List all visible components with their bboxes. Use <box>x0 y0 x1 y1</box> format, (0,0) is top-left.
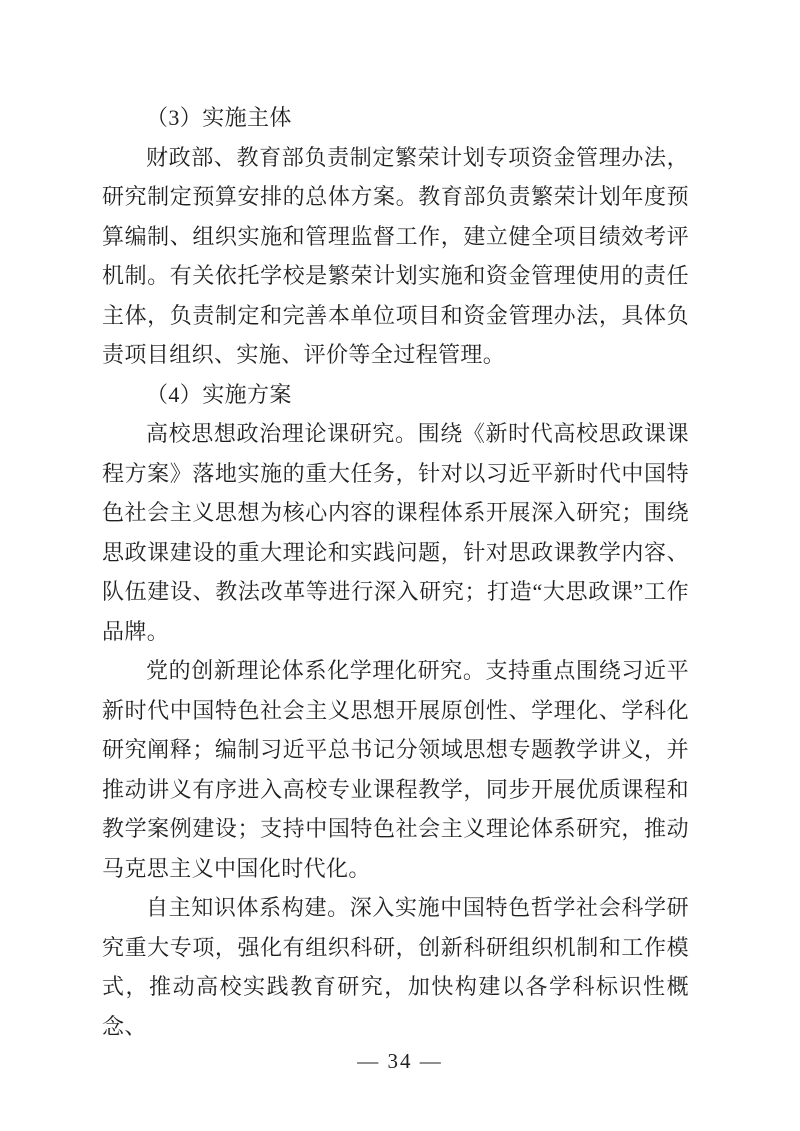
paragraph-ideological-theory-course: 高校思想政治理论课研究。围绕《新时代高校思政课课程方案》落地实施的重大任务，针对以习近平新时代中国特色社会主义思想为核心内容的课程体系开展深入研究；围绕思政课建设的重大理论和实践问题，针对思政课教学内容、队伍建设、教法改革等进行深入研究；打造“大思政课”工作品牌。 <box>102 421 689 644</box>
paragraph-implementation-body: 财政部、教育部负责制定繁荣计划专项资金管理办法，研究制定预算安排的总体方案。教育部负责繁荣计划年度预算编制、组织实施和管理监督工作，建立健全项目绩效考评机制。有关依托学校是繁荣计划实施和资金管理使用的责任主体，负责制定和完善本单位项目和资金管理办法，具体负责项目组织、实施、评价等全过程管理。 <box>102 144 689 367</box>
paragraph-party-innovation-theory: 党的创新理论体系化学理化研究。支持重点围绕习近平新时代中国特色社会主义思想开展原创性、学理化、学科化研究阐释；编制习近平总书记分领域思想专题教学讲义，并推动讲义有序进入高校专业课程教学，同步开展优质课程和教学案例建设；支持中国特色社会主义理论体系研究，推动马克思主义中国化时代化。 <box>102 658 689 881</box>
section-heading-3: （3）实施主体 <box>146 105 292 130</box>
page-body-text <box>102 98 689 1046</box>
section-heading-4: （4）实施方案 <box>146 381 292 407</box>
paragraph-knowledge-system: 自主知识体系构建。深入实施中国特色哲学社会科学研究重大专项，强化有组织科研，创新科研组织机制和工作模式，推动高校实践教育研究，加快构建以各学科标识性概念、 <box>102 895 689 1039</box>
page-number: — 34 — <box>357 1049 443 1073</box>
